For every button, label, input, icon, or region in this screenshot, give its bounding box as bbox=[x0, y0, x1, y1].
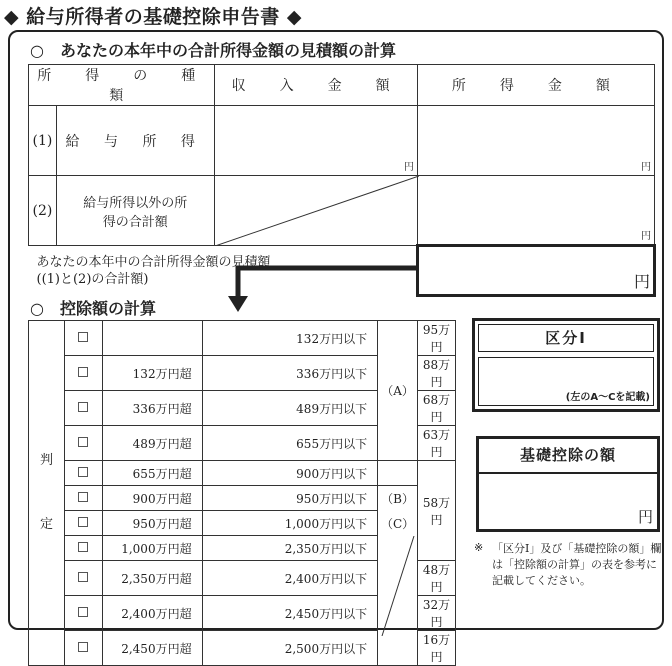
header-income-amount: 所 得 金 額 bbox=[417, 65, 654, 106]
total-label: あなたの本年中の合計所得金額の見積額 ((1)と(2)の合計額) bbox=[29, 246, 418, 296]
section2-title: ○ 控除額の計算 bbox=[30, 299, 156, 318]
check-row-4[interactable] bbox=[64, 426, 102, 461]
check-row-2[interactable] bbox=[64, 356, 102, 391]
salary-revenue-field[interactable]: 円 bbox=[214, 106, 417, 176]
kiso-title: 基礎控除の額 bbox=[479, 439, 657, 474]
range-from-9: 2,350万円超 bbox=[102, 561, 202, 596]
amount-63: 63万円 bbox=[418, 426, 456, 461]
range-from-1 bbox=[102, 321, 202, 356]
category-a: （A） bbox=[378, 321, 418, 461]
range-to-6: 950万円以下 bbox=[202, 486, 378, 511]
range-from-4: 489万円超 bbox=[102, 426, 202, 461]
range-from-8: 1,000万円超 bbox=[102, 536, 202, 561]
total-income-field[interactable]: 円 bbox=[417, 246, 654, 296]
kubun-title: 区分Ⅰ bbox=[478, 324, 654, 352]
diagonal-strike bbox=[215, 176, 419, 246]
check-row-5[interactable] bbox=[64, 461, 102, 486]
check-row-3[interactable] bbox=[64, 391, 102, 426]
category-diagonal bbox=[378, 536, 418, 666]
range-to-4: 655万円以下 bbox=[202, 426, 378, 461]
range-from-3: 336万円超 bbox=[102, 391, 202, 426]
check-row-8[interactable] bbox=[64, 536, 102, 561]
amount-95: 95万円 bbox=[418, 321, 456, 356]
row1-label: 給 与 所 得 bbox=[56, 106, 214, 176]
range-to-11: 2,500万円以下 bbox=[202, 631, 378, 666]
range-from-10: 2,400万円超 bbox=[102, 596, 202, 631]
range-to-10: 2,450万円以下 bbox=[202, 596, 378, 631]
note-text: 「区分Ⅰ」及び「基礎控除の額」欄は「控除額の計算」の表を参考に記載してください。 bbox=[492, 542, 662, 587]
range-from-5: 655万円超 bbox=[102, 461, 202, 486]
header-income-type: 所 得 の 種 類 bbox=[29, 65, 215, 106]
range-to-7: 1,000万円以下 bbox=[202, 511, 378, 536]
check-row-6[interactable] bbox=[64, 486, 102, 511]
range-from-7: 950万円超 bbox=[102, 511, 202, 536]
kubun-field[interactable] bbox=[478, 357, 654, 406]
range-to-1: 132万円以下 bbox=[202, 321, 378, 356]
other-revenue-disabled bbox=[214, 176, 417, 246]
category-c: （C） bbox=[378, 511, 418, 536]
kubun-box bbox=[472, 318, 660, 412]
amount-32: 32万円 bbox=[418, 596, 456, 631]
kiso-box bbox=[476, 436, 660, 532]
range-to-3: 489万円以下 bbox=[202, 391, 378, 426]
range-to-2: 336万円以下 bbox=[202, 356, 378, 391]
judgement-label: 判 定 bbox=[29, 321, 65, 666]
amount-16: 16万円 bbox=[418, 631, 456, 666]
amount-68: 68万円 bbox=[418, 391, 456, 426]
amount-48: 48万円 bbox=[418, 561, 456, 596]
category-blank bbox=[378, 461, 418, 486]
amount-88: 88万円 bbox=[418, 356, 456, 391]
diagonal-strike-2 bbox=[378, 536, 418, 636]
header-revenue: 収 入 金 額 bbox=[214, 65, 417, 106]
kubun-note: (左のA～Cを記載) bbox=[565, 392, 650, 403]
form-title: ◆ 給与所得者の基礎控除申告書 ◆ bbox=[4, 6, 302, 28]
range-to-9: 2,400万円以下 bbox=[202, 561, 378, 596]
check-row-10[interactable] bbox=[64, 596, 102, 631]
salary-income-field[interactable]: 円 bbox=[417, 106, 654, 176]
range-from-2: 132万円超 bbox=[102, 356, 202, 391]
range-from-6: 900万円超 bbox=[102, 486, 202, 511]
row2-label: 給与所得以外の所得の合計額 bbox=[56, 176, 214, 246]
arrow-icon bbox=[224, 262, 424, 316]
other-income-field[interactable]: 円 bbox=[417, 176, 654, 246]
kiso-field[interactable] bbox=[479, 474, 657, 529]
kiso-yen: 円 bbox=[637, 508, 653, 526]
category-b: （B） bbox=[378, 486, 418, 511]
range-to-8: 2,350万円以下 bbox=[202, 536, 378, 561]
deduction-table bbox=[28, 320, 456, 666]
row1-number: (1) bbox=[29, 106, 57, 176]
note-mark: ※ bbox=[474, 541, 484, 554]
check-row-1[interactable] bbox=[64, 321, 102, 356]
check-row-7[interactable] bbox=[64, 511, 102, 536]
check-row-11[interactable] bbox=[64, 631, 102, 666]
row2-number: (2) bbox=[29, 176, 57, 246]
range-to-5: 900万円以下 bbox=[202, 461, 378, 486]
amount-58: 58万円 bbox=[418, 461, 456, 561]
check-row-9[interactable] bbox=[64, 561, 102, 596]
range-from-11: 2,450万円超 bbox=[102, 631, 202, 666]
section1-title: ○ あなたの本年中の合計所得金額の見積額の計算 bbox=[30, 41, 396, 60]
